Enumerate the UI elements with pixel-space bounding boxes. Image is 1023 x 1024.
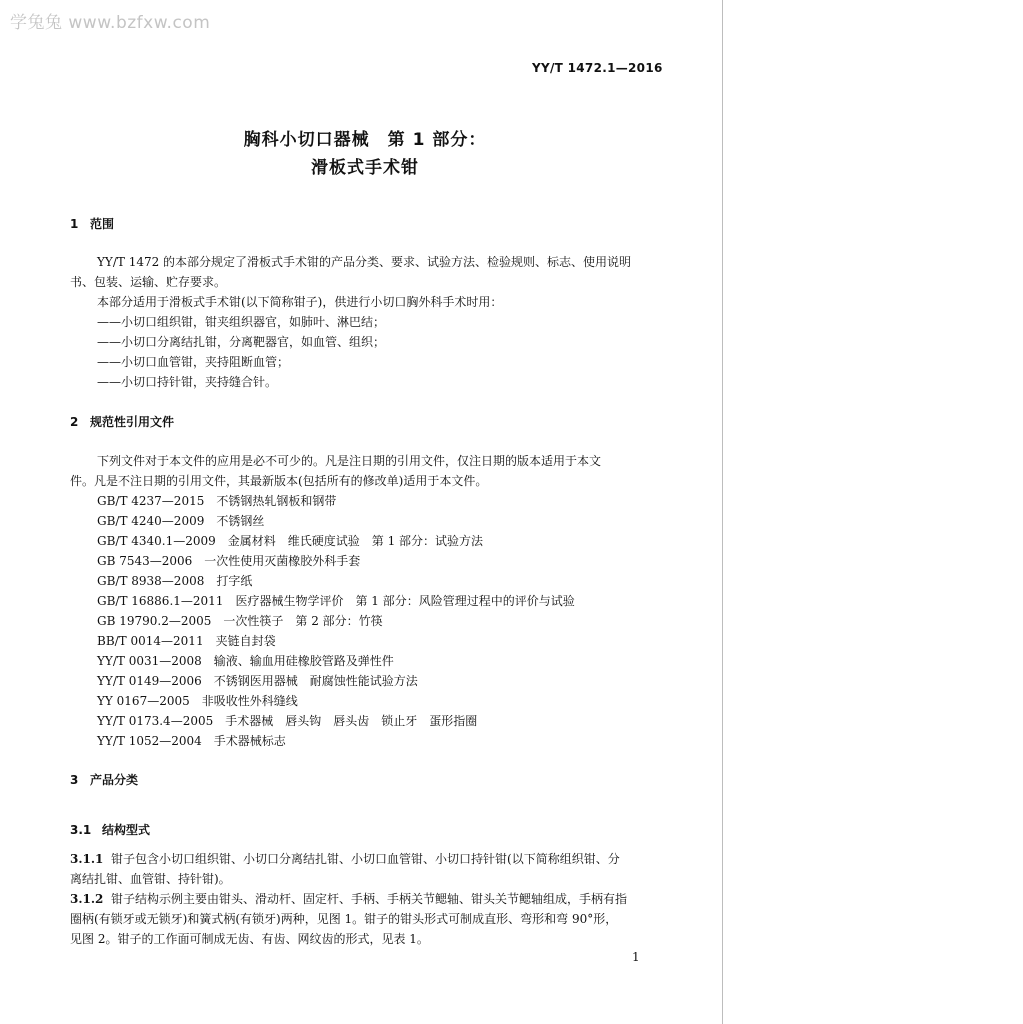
reference-entry bbox=[97, 533, 483, 549]
reference-code: YY/T 0149—2006 bbox=[97, 674, 202, 688]
reference-title: 非吸收性外科缝线 bbox=[201, 694, 298, 708]
clause-3-1-2-line3: 见图 2。钳子的工作面可制成无齿、有齿、网纹齿的形式，见表 1。 bbox=[70, 932, 429, 946]
reference-code: YY/T 0173.4—2005 bbox=[97, 714, 214, 728]
reference-title: 不锈钢丝 bbox=[216, 514, 265, 528]
reference-title: 不锈钢热轧钢板和钢带 bbox=[216, 494, 337, 508]
list-item: ——小切口组织钳，钳夹组织器官，如肺叶、淋巴结； bbox=[97, 315, 386, 329]
clause-3-1-1-line1 bbox=[70, 851, 620, 867]
standard-number: YY/T 1472.1—2016 bbox=[532, 61, 663, 75]
section3-heading bbox=[70, 771, 138, 788]
reference-entry bbox=[97, 573, 252, 589]
reference-entry bbox=[97, 693, 298, 709]
section1-title: 范围 bbox=[90, 217, 115, 231]
reference-entry bbox=[97, 653, 394, 669]
section3-title: 产品分类 bbox=[90, 773, 139, 787]
watermark-text: 学兔兔 www.bzfxw.com bbox=[10, 13, 211, 33]
reference-code: GB 19790.2—2005 bbox=[97, 614, 212, 628]
section2-intro-line1: 下列文件对于本文件的应用是必不可少的。凡是注日期的引用文件，仅注日期的版本适用于本文 bbox=[97, 454, 602, 468]
section2-heading bbox=[70, 413, 174, 430]
clause-3-1-2-line2: 圈柄(有锁牙或无锁牙)和簧式柄(有锁牙)两种，见图 1。钳子的钳头形式可制成直形、弯形和弯 90°形， bbox=[70, 912, 618, 926]
section1-para2: 本部分适用于滑板式手术钳(以下简称钳子)，供进行小切口胸外科手术时用： bbox=[97, 295, 503, 309]
reference-entry bbox=[97, 733, 286, 749]
reference-entry bbox=[97, 593, 575, 609]
reference-title: 夹链自封袋 bbox=[215, 634, 276, 648]
reference-code: YY/T 1052—2004 bbox=[97, 734, 202, 748]
clause-3-1-2-line1 bbox=[70, 891, 627, 907]
section2-title: 规范性引用文件 bbox=[90, 415, 175, 429]
list-item: ——小切口持针钳，夹持缝合针。 bbox=[97, 375, 278, 389]
section2-number: 2 bbox=[70, 415, 79, 429]
subsection-3-1-heading bbox=[70, 821, 150, 838]
reference-code: YY 0167—2005 bbox=[97, 694, 190, 708]
reference-code: BB/T 0014—2011 bbox=[97, 634, 204, 648]
section2-intro-line2: 件。凡是不注日期的引用文件，其最新版本(包括所有的修改单)适用于本文件。 bbox=[70, 474, 488, 488]
reference-title: 一次性筷子 第 2 部分：竹筷 bbox=[223, 614, 383, 628]
blank-viewer-area bbox=[723, 0, 1023, 1024]
doc-title-line1: 胸科小切口器械 第 1 部分： bbox=[243, 130, 487, 150]
list-item: ——小切口血管钳，夹持阻断血管； bbox=[97, 355, 290, 369]
clause-3-1-1-text: 钳子包含小切口组织钳、小切口分离结扎钳、小切口血管钳、小切口持针钳(以下简称组织钳、分 bbox=[111, 852, 620, 866]
section1-para1-line1: YY/T 1472 的本部分规定了滑板式手术钳的产品分类、要求、试验方法、检验规则、标志、使用说明 bbox=[97, 255, 632, 269]
page-number: 1 bbox=[632, 950, 640, 964]
reference-title: 手术器械标志 bbox=[213, 734, 286, 748]
reference-code: GB 7543—2006 bbox=[97, 554, 193, 568]
reference-code: GB/T 4240—2009 bbox=[97, 514, 205, 528]
reference-title: 金属材料 维氏硬度试验 第 1 部分：试验方法 bbox=[227, 534, 484, 548]
reference-title: 医疗器械生物学评价 第 1 部分：风险管理过程中的评价与试验 bbox=[235, 594, 575, 608]
reference-code: GB/T 16886.1—2011 bbox=[97, 594, 224, 608]
list-item: ——小切口分离结扎钳，分离靶器官，如血管、组织； bbox=[97, 335, 386, 349]
reference-code: GB/T 4237—2015 bbox=[97, 494, 205, 508]
reference-code: GB/T 4340.1—2009 bbox=[97, 534, 216, 548]
section1-para1-line2: 书、包装、运输、贮存要求。 bbox=[70, 275, 227, 289]
reference-entry bbox=[97, 713, 477, 729]
section1-heading bbox=[70, 215, 114, 232]
doc-title-line2: 滑板式手术钳 bbox=[311, 158, 419, 178]
reference-title: 输液、输血用硅橡胶管路及弹性件 bbox=[213, 654, 394, 668]
reference-title: 打字纸 bbox=[216, 574, 253, 588]
reference-code: GB/T 8938—2008 bbox=[97, 574, 205, 588]
reference-title: 手术器械 唇头钩 唇头齿 锁止牙 蛋形指圈 bbox=[225, 714, 478, 728]
reference-entry bbox=[97, 633, 276, 649]
reference-entry bbox=[97, 613, 383, 629]
reference-title: 一次性使用灭菌橡胶外科手套 bbox=[204, 554, 361, 568]
section1-number: 1 bbox=[70, 217, 79, 231]
reference-entry bbox=[97, 513, 264, 529]
reference-code: YY/T 0031—2008 bbox=[97, 654, 202, 668]
subsection-3-1-title: 结构型式 bbox=[102, 823, 151, 837]
clause-3-1-2-number: 3.1.2 bbox=[70, 892, 104, 906]
clause-3-1-2-text: 钳子结构示例主要由钳头、滑动杆、固定杆、手柄、手柄关节鳃轴、钳头关节鳃轴组成，手柄有指 bbox=[111, 892, 628, 906]
reference-entry bbox=[97, 493, 336, 509]
clause-3-1-1-line2: 离结扎钳、血管钳、持针钳)。 bbox=[70, 872, 231, 886]
subsection-3-1-number: 3.1 bbox=[70, 823, 92, 837]
reference-title: 不锈钢医用器械 耐腐蚀性能试验方法 bbox=[213, 674, 418, 688]
section3-number: 3 bbox=[70, 773, 79, 787]
reference-entry bbox=[97, 553, 360, 569]
reference-entry bbox=[97, 673, 418, 689]
clause-3-1-1-number: 3.1.1 bbox=[70, 852, 104, 866]
